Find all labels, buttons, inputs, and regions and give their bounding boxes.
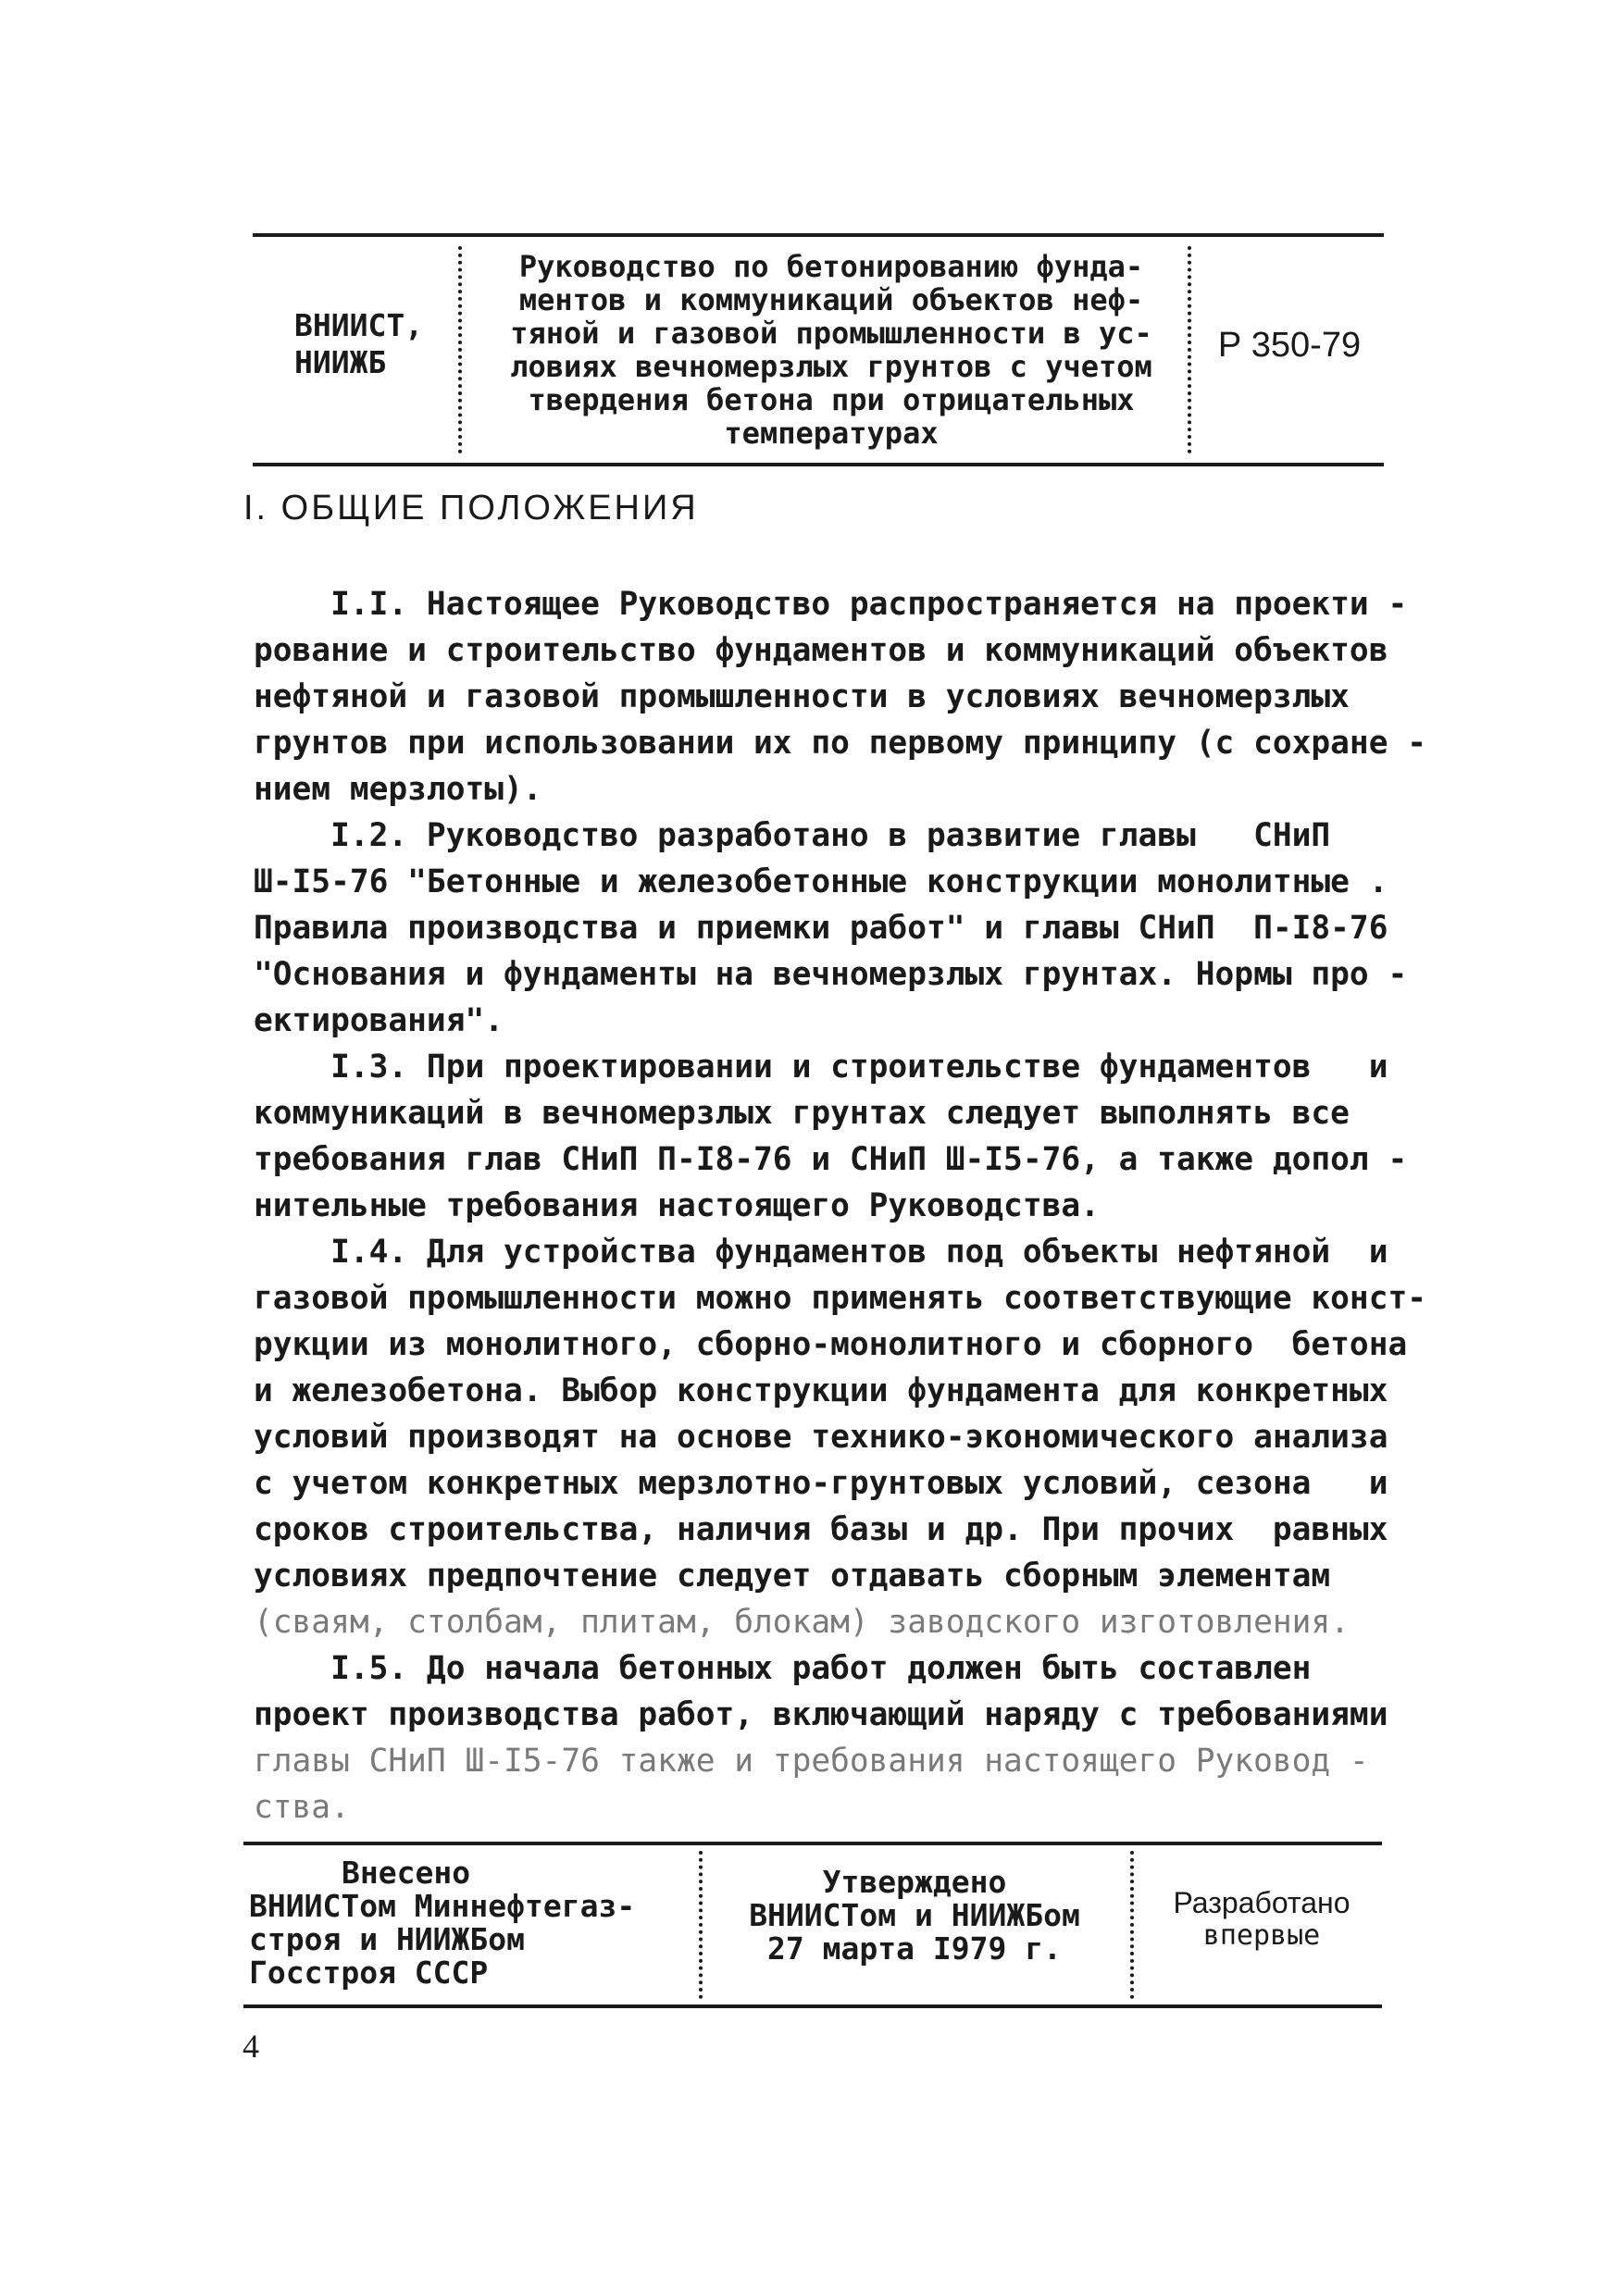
document-title-line: температурах bbox=[724, 416, 939, 451]
body-line: ства. bbox=[254, 1789, 350, 1826]
body-line: нием мерзлоты). bbox=[254, 771, 542, 808]
body-line: Ш-I5-76 "Бетонные и железобетонные конструкции монолитные . bbox=[254, 863, 1388, 900]
footer-approved-date: 27 марта I979 г. bbox=[767, 1930, 1062, 1967]
body-line: коммуникаций в вечномерзлых грунтах следует выполнять все bbox=[254, 1095, 1350, 1132]
body-line: главы СНиП Ш-I5-76 также и требования настоящего Руковод - bbox=[254, 1743, 1369, 1780]
page-number: 4 bbox=[243, 2028, 259, 2065]
header-divider bbox=[458, 246, 462, 453]
footer-submitted-line: строя и НИИЖБом bbox=[249, 1921, 526, 1957]
body-line: I.2. Руководство разработано в развитие главы СНиП bbox=[254, 817, 1331, 854]
document-title-line: твердения бетона при отрицательных bbox=[528, 382, 1135, 417]
body-line: проект производства работ, включающий наряду с требованиями bbox=[254, 1696, 1388, 1733]
footer-top-rule bbox=[243, 1842, 1382, 1845]
footer-approved-label: Утверждено bbox=[822, 1864, 1007, 1900]
body-line: рование и строительство фундаментов и коммуникаций объектов bbox=[254, 632, 1388, 669]
body-line: и железобетона. Выбор конструкции фундамента для конкретных bbox=[254, 1372, 1388, 1409]
document-body bbox=[254, 581, 1427, 1831]
body-line: нефтяной и газовой промышленности в условиях вечномерзлых bbox=[254, 678, 1350, 715]
footer-submitted-line: ВНИИСТом Миннефтегаз- bbox=[249, 1888, 636, 1924]
footer-submitted bbox=[249, 1856, 693, 1990]
body-line: нительные требования настоящего Руководства. bbox=[254, 1187, 1100, 1224]
body-line: I.5. До начала бетонных работ должен быть составлен bbox=[254, 1650, 1312, 1687]
document-footer bbox=[243, 1842, 1382, 2008]
body-line: I.I. Настоящее Руководство распространяется на проекти - bbox=[254, 586, 1408, 623]
document-header bbox=[253, 233, 1384, 466]
document-title-line: ловиях вечномерзлых грунтов с учетом bbox=[510, 349, 1152, 384]
document-title-line: Руководство по бетонированию фунда- bbox=[518, 249, 1144, 284]
document-title-line: ментов и коммуникаций объектов неф- bbox=[518, 282, 1144, 317]
header-organization-line: ВНИИСТ, bbox=[294, 307, 424, 343]
header-bottom-rule bbox=[253, 463, 1384, 466]
body-line: сроков строительства, наличия базы и др. При прочих равных bbox=[254, 1511, 1388, 1548]
document-title-line: тяной и газовой промышленности в ус- bbox=[510, 316, 1152, 351]
footer-submitted-label: Внесено bbox=[342, 1855, 471, 1891]
body-line: Правила производства и приемки работ" и главы СНиП П-I8-76 bbox=[254, 910, 1388, 947]
header-divider bbox=[1188, 246, 1191, 453]
body-line: ектирования". bbox=[254, 1002, 504, 1039]
footer-developed-line: впервые bbox=[1202, 1919, 1321, 1952]
body-line: (сваям, столбам, плитам, блокам) заводского изготовления. bbox=[254, 1604, 1350, 1641]
footer-divider bbox=[699, 1851, 703, 1999]
body-line: грунтов при использовании их по первому принципу (с сохране - bbox=[254, 725, 1427, 762]
header-organization-line: НИИЖБ bbox=[294, 344, 387, 380]
footer-approved-line: ВНИИСТом и НИИЖБом bbox=[749, 1897, 1080, 1933]
body-line: I.3. При проектировании и строительстве фундаментов и bbox=[254, 1049, 1388, 1086]
body-line: I.4. Для устройства фундаментов под объекты нефтяной и bbox=[254, 1234, 1388, 1271]
body-line: газовой промышленности можно применять соответствующие конст- bbox=[254, 1280, 1427, 1317]
body-line: требования глав СНиП П-I8-76 и СНиП Ш-I5-76, а также допол - bbox=[254, 1141, 1408, 1178]
header-organization bbox=[294, 307, 479, 381]
footer-submitted-line: Госстроя СССР bbox=[249, 1955, 489, 1991]
footer-developed bbox=[1141, 1886, 1382, 1953]
body-line: "Основания и фундаменты на вечномерзлых грунтах. Нормы про - bbox=[254, 956, 1408, 993]
footer-divider bbox=[1130, 1851, 1134, 1999]
body-line: условиях предпочтение следует отдавать сборным элементам bbox=[254, 1558, 1331, 1595]
body-line: условий производят на основе технико-экономического анализа bbox=[254, 1419, 1388, 1456]
header-top-rule bbox=[253, 233, 1384, 237]
document-title bbox=[484, 250, 1178, 450]
body-line: с учетом конкретных мерзлотно-грунтовых условий, сезона и bbox=[254, 1465, 1388, 1502]
body-line: рукции из монолитного, сборно-монолитного и сборного бетона bbox=[254, 1326, 1408, 1363]
document-code: Р 350-79 bbox=[1217, 326, 1362, 365]
footer-developed-label: Разработано bbox=[1173, 1886, 1350, 1919]
section-heading: I. ОБЩИЕ ПОЛОЖЕНИЯ bbox=[243, 489, 699, 527]
footer-approved bbox=[706, 1866, 1123, 1966]
footer-bottom-rule bbox=[243, 2004, 1382, 2008]
